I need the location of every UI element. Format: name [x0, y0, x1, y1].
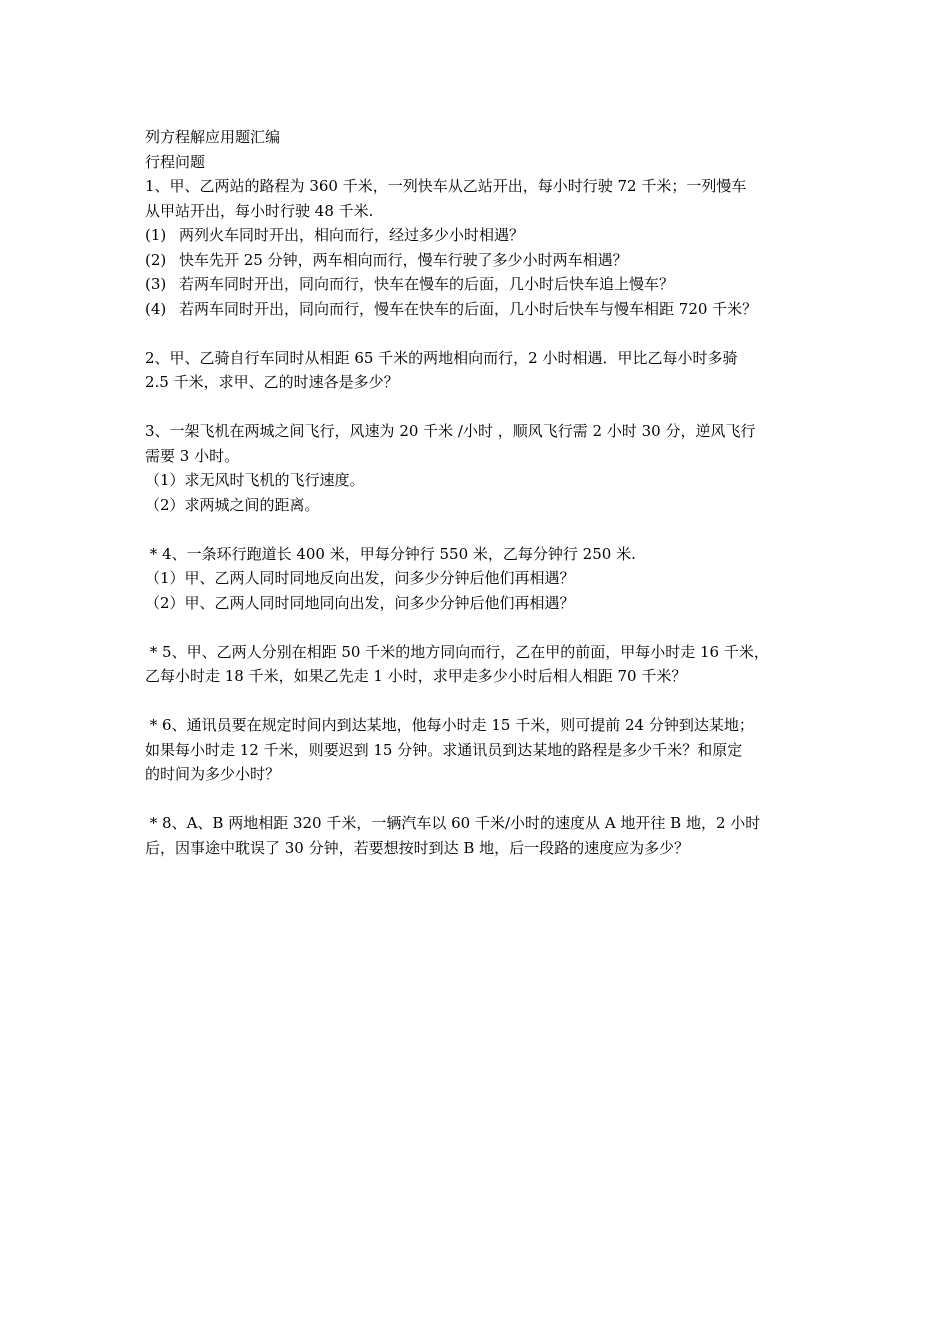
sub-text: 若两车同时开出，同向而行，慢车在快车的后面，几小时后快车与慢车相距 720 千米？ — [179, 299, 758, 318]
question-4-line-1: * 4、一条环行跑道长 400 米，甲每分钟行 550 米，乙每分钟行 250 米. — [145, 544, 636, 563]
question-2-line-2: 2.5 千米，求甲、乙的时速各是多少？ — [145, 373, 399, 391]
question-4-sub-1: （1）甲、乙两人同时同地反向出发，问多少分钟后他们再相遇？ — [145, 569, 575, 587]
question-1-line-2: 从甲站开出，每小时行驶 48 千米. — [145, 201, 374, 220]
question-3-line-2: 需要 3 小时。 — [145, 446, 240, 465]
question-5-line-1: * 5、甲、乙两人分别在相距 50 千米的地方同向而行，乙在甲的前面，甲每小时走 16 千米， — [145, 642, 769, 661]
paragraph-gap — [145, 517, 825, 542]
question-5 — [145, 640, 825, 689]
paragraph-gap — [145, 689, 825, 714]
question-3-sub-2: （2）求两城之间的距离。 — [145, 495, 320, 514]
question-3 — [145, 419, 825, 517]
question-5-line-2: 乙每小时走 18 千米，如果乙先走 1 小时，求甲走多少小时后相人相距 70 千米？ — [145, 667, 687, 685]
question-8-line-1: * 8、A、B 两地相距 320 千米，一辆汽车以 60 千米/小时的速度从 A 地开往 B 地，2 小时 — [145, 814, 761, 832]
question-1-sub-4 — [145, 297, 825, 322]
question-1-sub-1 — [145, 223, 825, 248]
question-1-sub-3 — [145, 272, 825, 297]
sub-number: (2) — [145, 250, 167, 269]
sub-number: (3) — [145, 275, 167, 293]
question-3-line-1: 3、一架飞机在两城之间飞行，风速为 20 千米 /小时 ，顺风飞行需 2 小时 30 分，逆风飞行 — [145, 422, 756, 440]
question-8 — [145, 811, 825, 860]
question-2 — [145, 346, 825, 395]
sub-text: 若两车同时开出，同向而行，快车在慢车的后面，几小时后快车追上慢车？ — [179, 275, 675, 293]
question-1-sub-2 — [145, 248, 825, 273]
paragraph-gap — [145, 395, 825, 420]
question-6-line-3: 的时间为多少小时？ — [145, 765, 281, 783]
question-6 — [145, 713, 825, 787]
sub-number: (1) — [145, 226, 167, 244]
document-title: 列方程解应用题汇编 — [145, 128, 281, 146]
paragraph-gap — [145, 787, 825, 812]
document-body — [145, 125, 825, 860]
question-1-line-1: 1、甲、乙两站的路程为 360 千米，一列快车从乙站开出，每小时行驶 72 千米；一列慢车 — [145, 177, 747, 195]
paragraph-gap — [145, 321, 825, 346]
question-6-line-1: * 6、通讯员要在规定时间内到达某地，他每小时走 15 千米，则可提前 24 分钟到达某地； — [145, 716, 754, 734]
section-heading: 行程问题 — [145, 152, 206, 171]
paragraph-gap — [145, 615, 825, 640]
question-4 — [145, 542, 825, 616]
sub-text: 两列火车同时开出，相向而行，经过多少小时相遇？ — [179, 226, 525, 244]
question-1 — [145, 174, 825, 321]
question-8-line-2: 后，因事途中耽误了 30 分钟，若要想按时到达 B 地，后一段路的速度应为多少？ — [145, 838, 690, 857]
question-3-sub-1: （1）求无风时飞机的飞行速度。 — [145, 471, 365, 489]
question-4-sub-2: （2）甲、乙两人同时同地同向出发，问多少分钟后他们再相遇？ — [145, 593, 575, 612]
sub-number: (4) — [145, 299, 167, 318]
question-2-line-1: 2、甲、乙骑自行车同时从相距 65 千米的两地相向而行，2 小时相遇．甲比乙每小时多骑 — [145, 348, 738, 367]
question-6-line-2: 如果每小时走 12 千米，则要迟到 15 分钟。求通讯员到达某地的路程是多少千米？和原定 — [145, 740, 743, 759]
sub-text: 快车先开 25 分钟，两车相向而行，慢车行驶了多少小时两车相遇？ — [179, 250, 628, 269]
